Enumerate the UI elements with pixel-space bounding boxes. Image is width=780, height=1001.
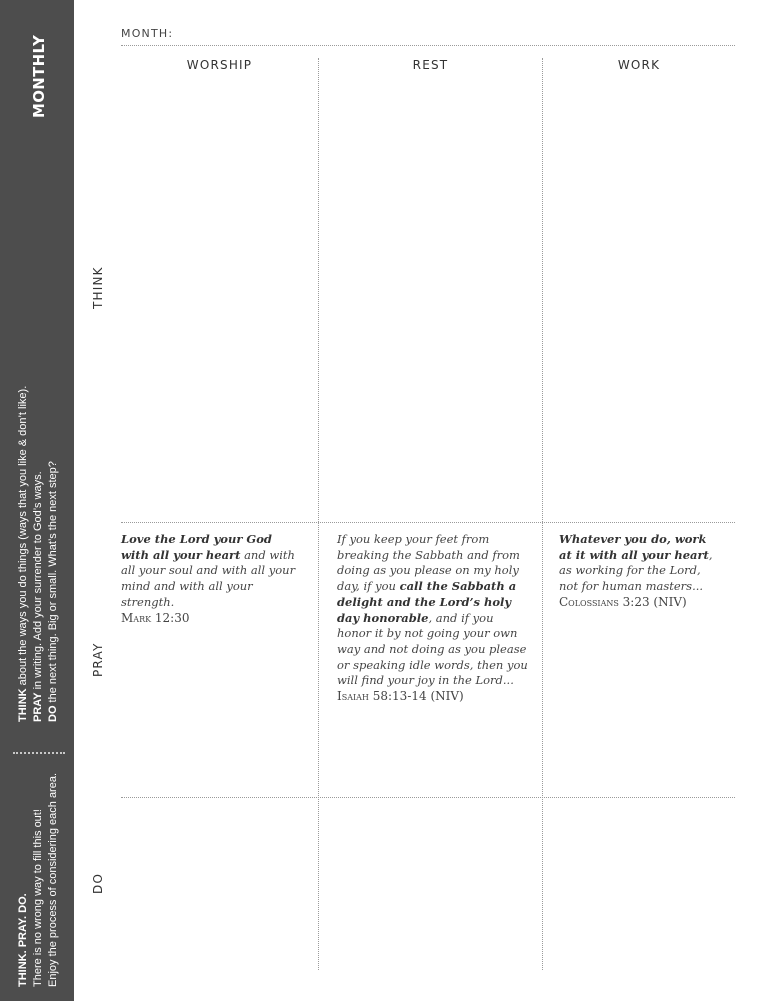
column-header-work: WORK xyxy=(617,58,661,72)
intro-line-1: There is no wrong way to fill this out! xyxy=(32,809,44,987)
cell-do-work[interactable] xyxy=(543,799,735,969)
sidebar-intro xyxy=(16,773,61,987)
verse-worship: Love the Lord your God with all your heart and with all your soul and with all your mind and with all your strength. Mark 12:30 xyxy=(121,532,299,626)
sidebar-instructions xyxy=(16,386,61,722)
instruction-pray: PRAY in writing. Add your surrender to God’s ways. xyxy=(32,471,44,722)
row-label-do: DO xyxy=(91,872,105,894)
verse-work: Whatever you do, work at it with all your heart, as working for the Lord, not for human masters... Colossians 3:23 (NIV) xyxy=(559,532,715,611)
cell-think-work[interactable] xyxy=(543,80,735,520)
verse-reference: Isaiah 58:13-14 (NIV) xyxy=(337,689,464,704)
verse-reference: Colossians 3:23 (NIV) xyxy=(559,594,687,609)
instruction-do: DO the next thing. Big or small. What’s the next step? xyxy=(47,461,59,722)
sidebar-title: MONTHLY xyxy=(30,34,48,118)
month-input-line[interactable] xyxy=(121,45,735,46)
verse-rest: If you keep your feet from breaking the Sabbath and from doing as you please on my holy day, if you call the Sabbath a delight and the Lord’s holy day honorable, and if you honor it by not going your own way and not doing as you please or speaking idle words, then you will find your joy in the Lord... Isaiah 58:13-14 (NIV) xyxy=(337,532,531,705)
intro-line-2: Enjoy the process of considering each area. xyxy=(47,772,59,987)
sidebar-divider xyxy=(13,752,65,754)
cell-think-worship[interactable] xyxy=(121,80,317,520)
cell-do-worship[interactable] xyxy=(121,799,317,969)
column-header-worship: WORSHIP xyxy=(186,58,253,72)
row-label-think: THINK xyxy=(91,266,105,309)
row-divider xyxy=(121,797,735,798)
sidebar xyxy=(0,0,74,1001)
row-label-pray: PRAY xyxy=(91,642,105,677)
column-header-rest: REST xyxy=(412,58,449,72)
cell-do-rest[interactable] xyxy=(319,799,541,969)
instruction-think: THINK about the ways you do things (ways that you like & don’t like). xyxy=(17,385,29,722)
row-divider xyxy=(121,522,735,523)
intro-heading: THINK. PRAY. DO. xyxy=(17,893,29,987)
verse-reference: Mark 12:30 xyxy=(121,610,190,625)
month-label: MONTH: xyxy=(121,27,174,40)
cell-think-rest[interactable] xyxy=(319,80,541,520)
